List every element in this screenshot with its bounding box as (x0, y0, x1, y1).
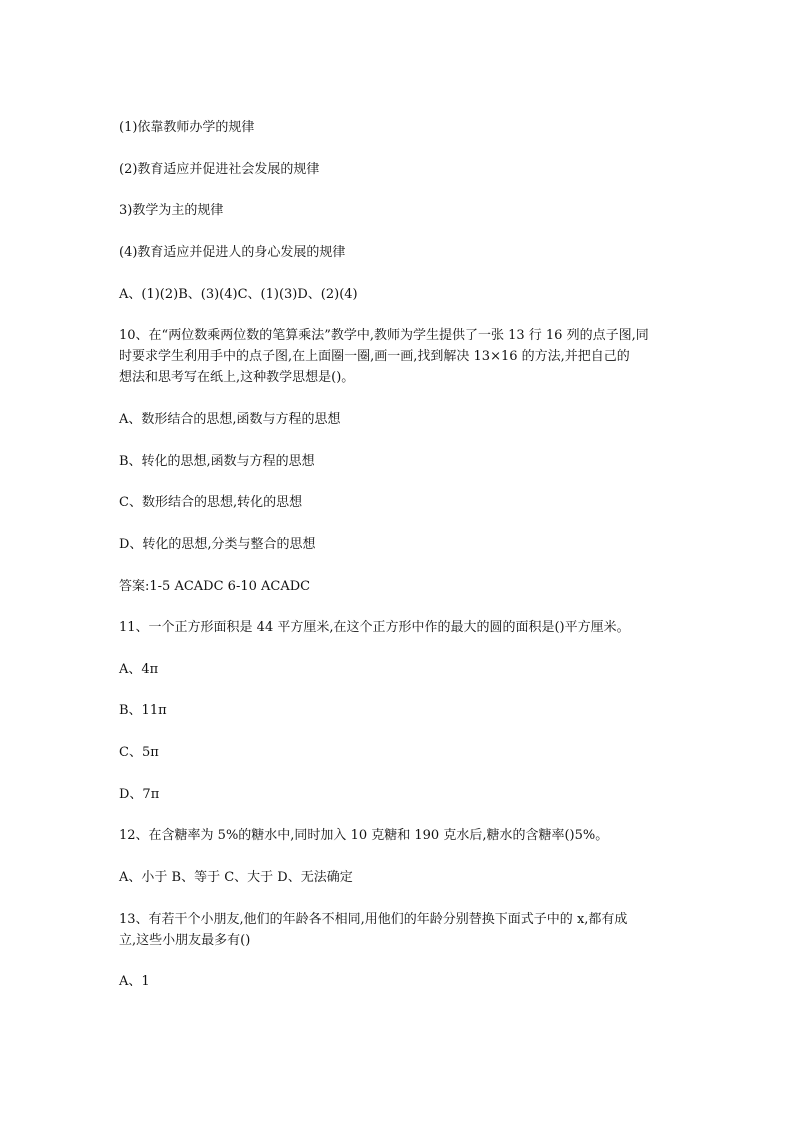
text-line-q10-option-d: D、转化的思想,分类与整合的思想 (119, 537, 316, 552)
text-line-q12-stem: 12、在含糖率为 5%的糖水中,同时加入 10 克糖和 190 克水后,糖水的含糖率()5%。 (119, 828, 609, 843)
text-line-q13-option-a: A、1 (119, 974, 150, 989)
text-line-q10-stem-3: 想法和思考写在纸上,这种教学思想是()。 (119, 370, 355, 385)
text-line-rule-3: 3)教学为主的规律 (119, 203, 224, 218)
text-line-q10-stem-2: 时要求学生利用手中的点子图,在上面圈一圈,画一画,找到解决 13×16 的方法,并把自己的 (119, 349, 630, 364)
text-line-q10-option-b: B、转化的思想,函数与方程的思想 (119, 454, 315, 469)
text-line-q12-options: A、小于 B、等于 C、大于 D、无法确定 (119, 870, 353, 885)
text-line-q10-option-a: A、数形结合的思想,函数与方程的思想 (119, 412, 341, 427)
text-line-q11-option-b: B、11π (119, 703, 167, 718)
text-line-q11-option-a: A、4π (119, 662, 159, 677)
text-line-q10-option-c: C、数形结合的思想,转化的思想 (119, 495, 303, 510)
text-line-q11-stem: 11、一个正方形面积是 44 平方厘米,在这个正方形中作的最大的圆的面积是()平方厘米。 (119, 620, 630, 635)
text-line-q13-stem-2: 立,这些小朋友最多有() (119, 933, 251, 948)
text-line-answers: 答案:1-5 ACADC 6-10 ACADC (119, 579, 311, 594)
text-line-q10-stem-1: 10、在“两位数乘两位数的笔算乘法”教学中,教师为学生提供了一张 13 行 16 列的点子图,同 (119, 328, 649, 343)
text-line-q13-stem-1: 13、有若干个小朋友,他们的年龄各不相同,用他们的年龄分别替换下面式子中的 x,都有成 (119, 912, 628, 927)
text-line-rule-1: (1)依靠教师办学的规律 (119, 120, 255, 135)
text-line-q11-option-c: C、5π (119, 745, 159, 760)
text-line-q9-options: A、(1)(2)B、(3)(4)C、(1)(3)D、(2)(4) (119, 287, 358, 302)
text-line-rule-4: (4)教育适应并促进人的身心发展的规律 (119, 245, 346, 260)
text-line-rule-2: (2)教育适应并促进社会发展的规律 (119, 162, 320, 177)
text-line-q11-option-d: D、7π (119, 787, 160, 802)
